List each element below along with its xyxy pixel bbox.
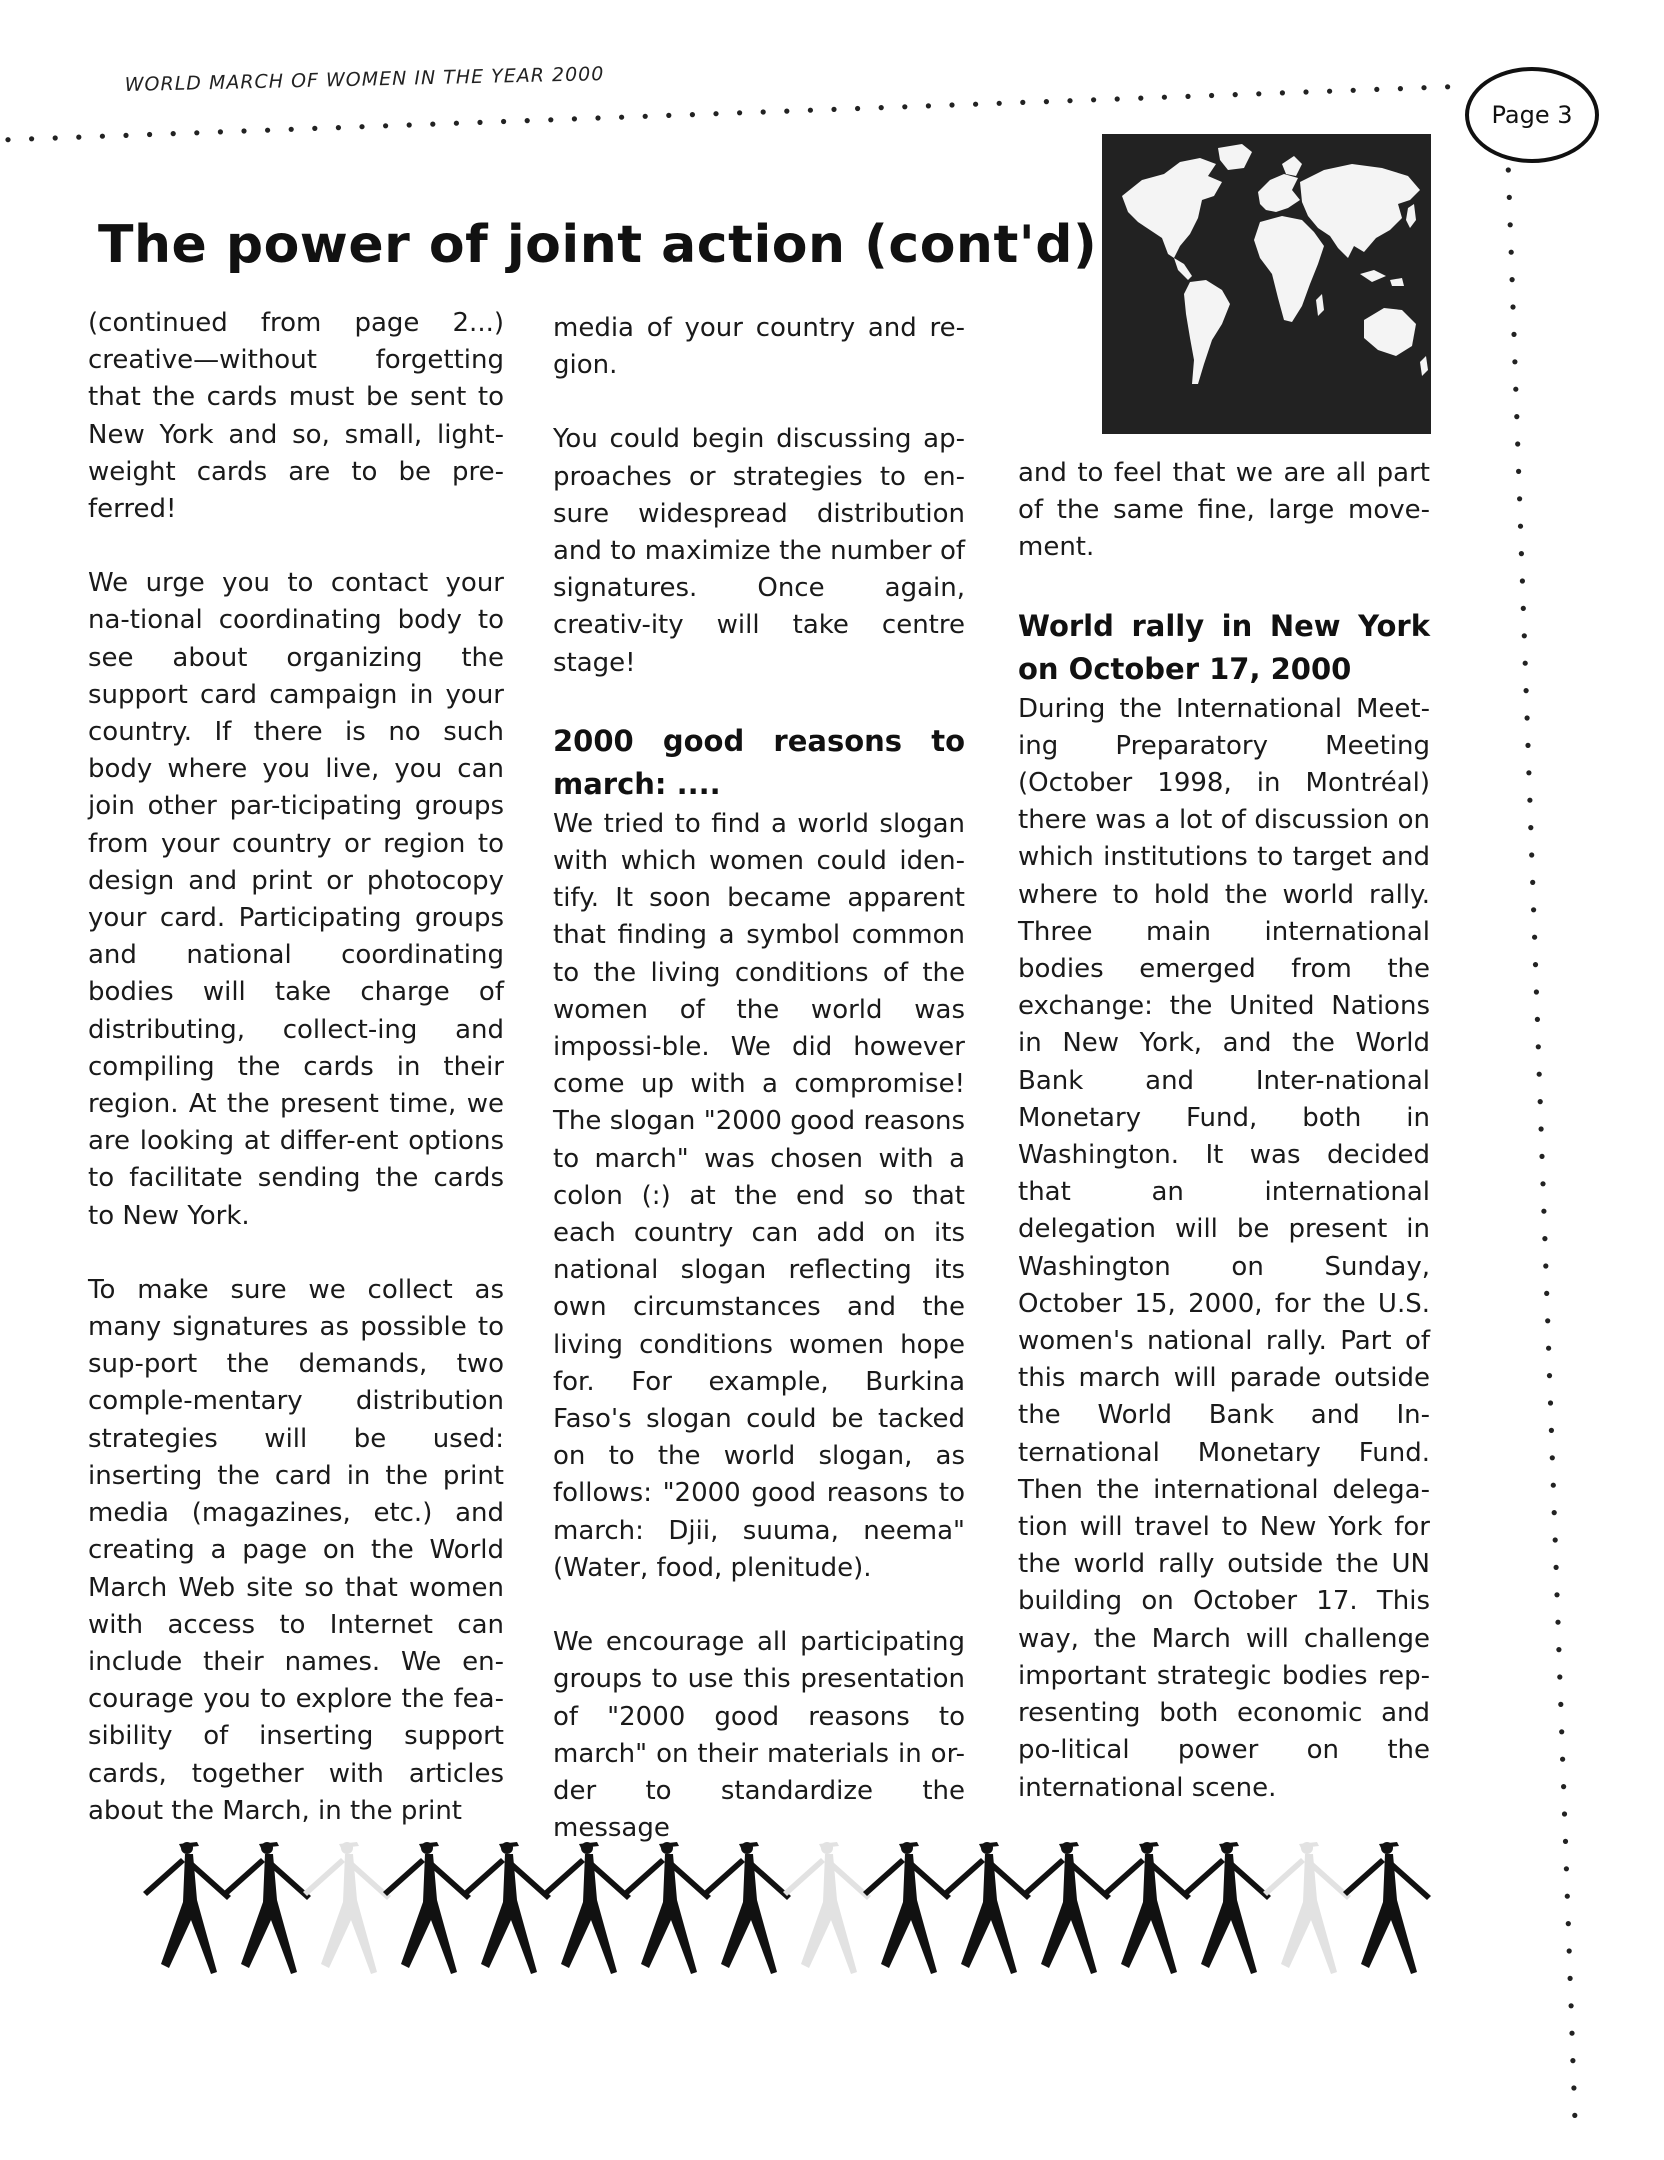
col1-paragraph-2: We urge you to contact your na-tional coordinating body to see about organizing the support card campaign in your country. If there is no such body where you live, you can join other par-ticipating groups from your country or region to design and print or photocopy your card. Participating groups and national coordinating bodies will take charge of distributing, collect-ing and compiling the cards in their region. At the present time, we are looking at differ-ent options to facilitate sending the cards to New York. — [88, 568, 504, 1231]
article-column-3 — [1018, 455, 1430, 1807]
col2-paragraph-3: We tried to find a world slogan with which women could iden-tify. It soon became apparent that finding a symbol common to the living conditions of the women of the world was impossi-ble. We did however come up with a compromise! The slogan "2000 good reasons to march" was chosen with a colon (:) at the end so that each country can add on its national slogan reflecting its own circumstances and the living conditions women hope for. For example, Burkina Faso's slogan could be tacked on to the world slogan, as follows: "2000 good reasons to march: Djii, suuma, neema" (Water, food, plenitude). — [553, 808, 965, 1583]
col3-paragraph-2: During the International Meet-ing Preparatory Meeting (October 1998, in Montréal) there was a lot of discussion on which institutions to target and where to hold the world rally. Three main international bodies emerged from the exchange: the United Nations in New York, and the World Bank and Inter-national Monetary Fund, both in Washington. It was decided that an international delegation will be present in Washington on Sunday, October 15, 2000, for the U.S. women's national rally. Part of this march will parade outside the World Bank and In-ternational Monetary Fund. Then the international delega-tion will travel to New York for the world rally outside the UN building on October 17. This way, the March will challenge important strategic bodies rep-resenting both economic and po-litical power on the international scene. — [1018, 693, 1430, 1803]
col2-paragraph-2: You could begin discussing ap-proaches or strategies to en-sure widespread distribution and to maximize the number of signatures. Once again, creativ-ity will take centre stage! — [553, 424, 965, 678]
col1-paragraph-1: (continued from page 2...) creative—without forgetting that the cards must be sent to New York and so, small, light-weight cards are to be pre-ferred! — [88, 308, 504, 525]
col3-paragraph-1: and to feel that we are all part of the same fine, large move-ment. — [1018, 458, 1430, 563]
marching-women-figures-icon — [135, 1830, 1465, 1990]
world-map-image — [1102, 134, 1431, 434]
article-column-1 — [88, 305, 504, 1830]
col2-paragraph-4: We encourage all participating groups to use this presentation of "2000 good reasons to march" on their materials in or-der to standardize the message — [553, 1627, 965, 1844]
section-heading-world-rally: World rally in New York on October 17, 2000 — [1018, 608, 1430, 686]
world-map-icon — [1102, 134, 1431, 434]
article-column-2 — [553, 310, 965, 1847]
right-margin-dotted-rule — [1500, 160, 1600, 2150]
running-header-title: WORLD MARCH OF WOMEN IN THE YEAR 2000 — [124, 63, 605, 96]
col2-paragraph-1: media of your country and re-gion. — [553, 313, 965, 381]
page-number-label: Page 3 — [1491, 101, 1573, 129]
article-title: The power of joint action (cont'd) — [98, 215, 1098, 275]
section-heading-good-reasons: 2000 good reasons to march: .... — [553, 723, 965, 801]
col1-paragraph-3: To make sure we collect as many signatures as possible to sup-port the demands, two comple-mentary distribution strategies will be used: inserting the card in the print media (magazines, etc.) and creating a page on the World March Web site so that women with access to Internet can include their names. We en-courage you to explore the fea-sibility of inserting support cards, together with articles about the March, in the print — [88, 1274, 504, 1826]
page-number-badge — [1465, 67, 1599, 163]
